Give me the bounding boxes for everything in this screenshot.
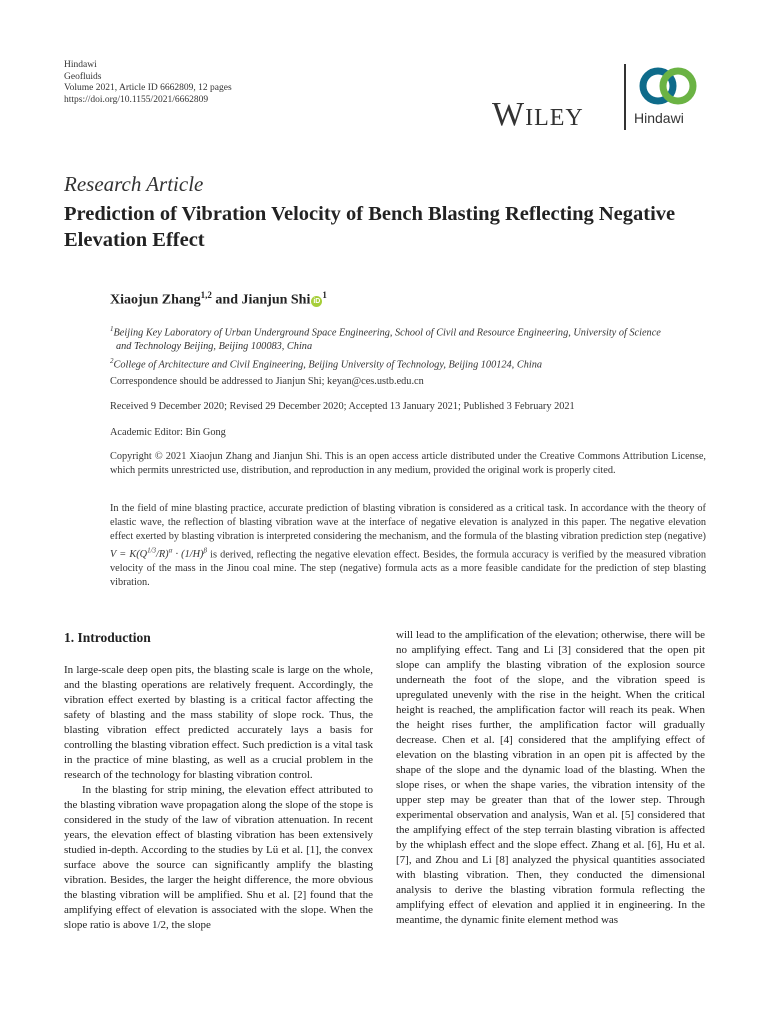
affiliation-marker: 1	[110, 325, 114, 333]
volume-info: Volume 2021, Article ID 6662809, 12 pages	[64, 83, 232, 93]
article-type: Research Article	[64, 172, 204, 196]
affiliation-text: Beijing Key Laboratory of Urban Underground Space Engineering, School of Civil and Resource Engineering, University of Science	[113, 327, 661, 339]
journal-name: Geofluids	[64, 71, 102, 82]
hindawi-logo-text: Hindawi	[634, 110, 684, 126]
journal-meta	[64, 60, 232, 106]
publisher-name: Hindawi	[64, 60, 97, 70]
author-name[interactable]: Xiaojun Zhang	[110, 292, 201, 308]
logo-divider	[624, 64, 626, 130]
affiliation-text: and Technology Beijing, Beijing 100083, China	[116, 341, 313, 353]
academic-editor: Academic Editor: Bin Gong	[110, 427, 226, 438]
body-paragraph: In large-scale deep open pits, the blasting scale is large on the whole, and the blasting operations are relatively frequent. Accordingly, the vibration effect exerted by blasting is a critical factor affecting the safety of blasting and the mass stability of slope rock. Thus, the blasting vibration effect predicted accurately lays a basis for controlling the blasting vibration effect. Such prediction is a vital task in the practice of mine blasting, as well as a crucial problem in the research of the technology for blasting vibration control.	[64, 664, 373, 781]
wiley-logo: Wiley	[492, 96, 584, 133]
body-paragraph: In the blasting for strip mining, the elevation effect attributed to the blasting vibration wave propagation along the slope of the stope is considered in the study of the law of vibration attenuation. In recent years, the elevation effect of blasting vibration has been extensively studied in-depth. According to the studies by Lü et al. [1], the convex surface above the source can significantly amplify the blasting vibration. Besides, the larger the height difference, the more obvious the blasting vibration will be amplified. Shu et al. [2] found that the amplifying effect of elevation is associated with the slope. When the slope ratio is above 1/2, the slope	[64, 784, 373, 931]
affiliation-marker: 2	[110, 357, 114, 366]
hindawi-logo-icon	[636, 64, 700, 108]
abstract-text: In the field of mine blasting practice, accurate prediction of blasting vibration is considered as a critical task. In accordance with the theory of elastic wave, the reflection of blasting vibration wave at the interface of negative elevation is analyzed in this paper. The negative elevation effect exerted by blasting vibration is interpreted considering the mechanism, and the formula of the blasting vibration prediction step (negative)	[110, 503, 706, 542]
affiliation-marker: 1,2	[200, 290, 212, 300]
body-column-left	[64, 628, 373, 933]
orcid-icon[interactable]: iD	[313, 297, 321, 305]
abstract	[110, 502, 706, 590]
abstract-text: is derived, reflecting the negative elevation effect. Besides, the formula accuracy is verified by the measured vibration velocity of the mass in the Jinou coal mine. The step (negative) formula acts as a more feasible candidate for the prediction of step blasting vibration.	[110, 549, 706, 589]
abstract-formula: $V = K(Q^{1/3}/R)^\alpha \cdot (1/H)^\beta$	[110, 547, 207, 561]
section-heading: 1. Introduction	[64, 630, 151, 645]
body-column-right	[396, 628, 705, 928]
publication-dates: Received 9 December 2020; Revised 29 December 2020; Accepted 13 January 2021; Published 3 February 2021	[110, 401, 575, 412]
affiliation-text: College of Architecture and Civil Engineering, Beijing University of Technology, Beijing 100124, China	[113, 359, 543, 371]
doi-link[interactable]: https://doi.org/10.1155/2021/6662809	[64, 94, 209, 105]
author-name[interactable]: Jianjun Shi	[241, 292, 311, 308]
affiliation-marker: 1	[322, 290, 327, 300]
author-list	[110, 290, 327, 309]
author-connector: and	[211, 292, 242, 308]
affiliations	[110, 322, 706, 373]
correspondence: Correspondence should be addressed to Jianjun Shi; keyan@ces.ustb.edu.cn	[110, 376, 424, 387]
paper-title: Prediction of Vibration Velocity of Bench Blasting Reflecting Negative Elevation Effect	[64, 203, 676, 251]
publisher-logos	[488, 62, 708, 132]
copyright-notice: Copyright © 2021 Xiaojun Zhang and Jianjun Shi. This is an open access article distributed under the Creative Commons Attribution License, which permits unrestricted use, distribution, and reproduction in any medium, provided the original work is properly cited.	[110, 451, 706, 476]
body-paragraph: will lead to the amplification of the elevation; otherwise, there will be no amplifying effect. Tang and Li [3] considered that the open pit slope can amplify the blasting vibration of the explosion source underneath the foot of the slope, and the vibration speed is upregulated unevenly with the rise in the height. When the critical height is reached, the amplification factor will reach its peak. When the height rises further, the amplification factor will gradually decrease. Chen et al. [4] considered that the amplifying effect of elevation on the blasting vibration in an open pit is affected by the shape of the slope and the dynamic load of the blasting. When the slope rises, or when the shape varies, the vibration intensity of the upper step may be greater than that of the lower step. Through experimental observation and analysis, Wan et al. [5] considered that the amplifying effect of the step terrain blasting vibration is affected by the whiplash effect and the slope effect. Zhang et al. [6], Hu et al. [7], and Zhou and Li [8] analyzed the physical quantities associated with blasting vibration. Then, they conducted the dimensional analysis to derive the blasting vibration formula reflecting the amplifying effect of elevation and applied it in engineering. In the meantime, the dynamic finite element method was	[396, 629, 705, 926]
